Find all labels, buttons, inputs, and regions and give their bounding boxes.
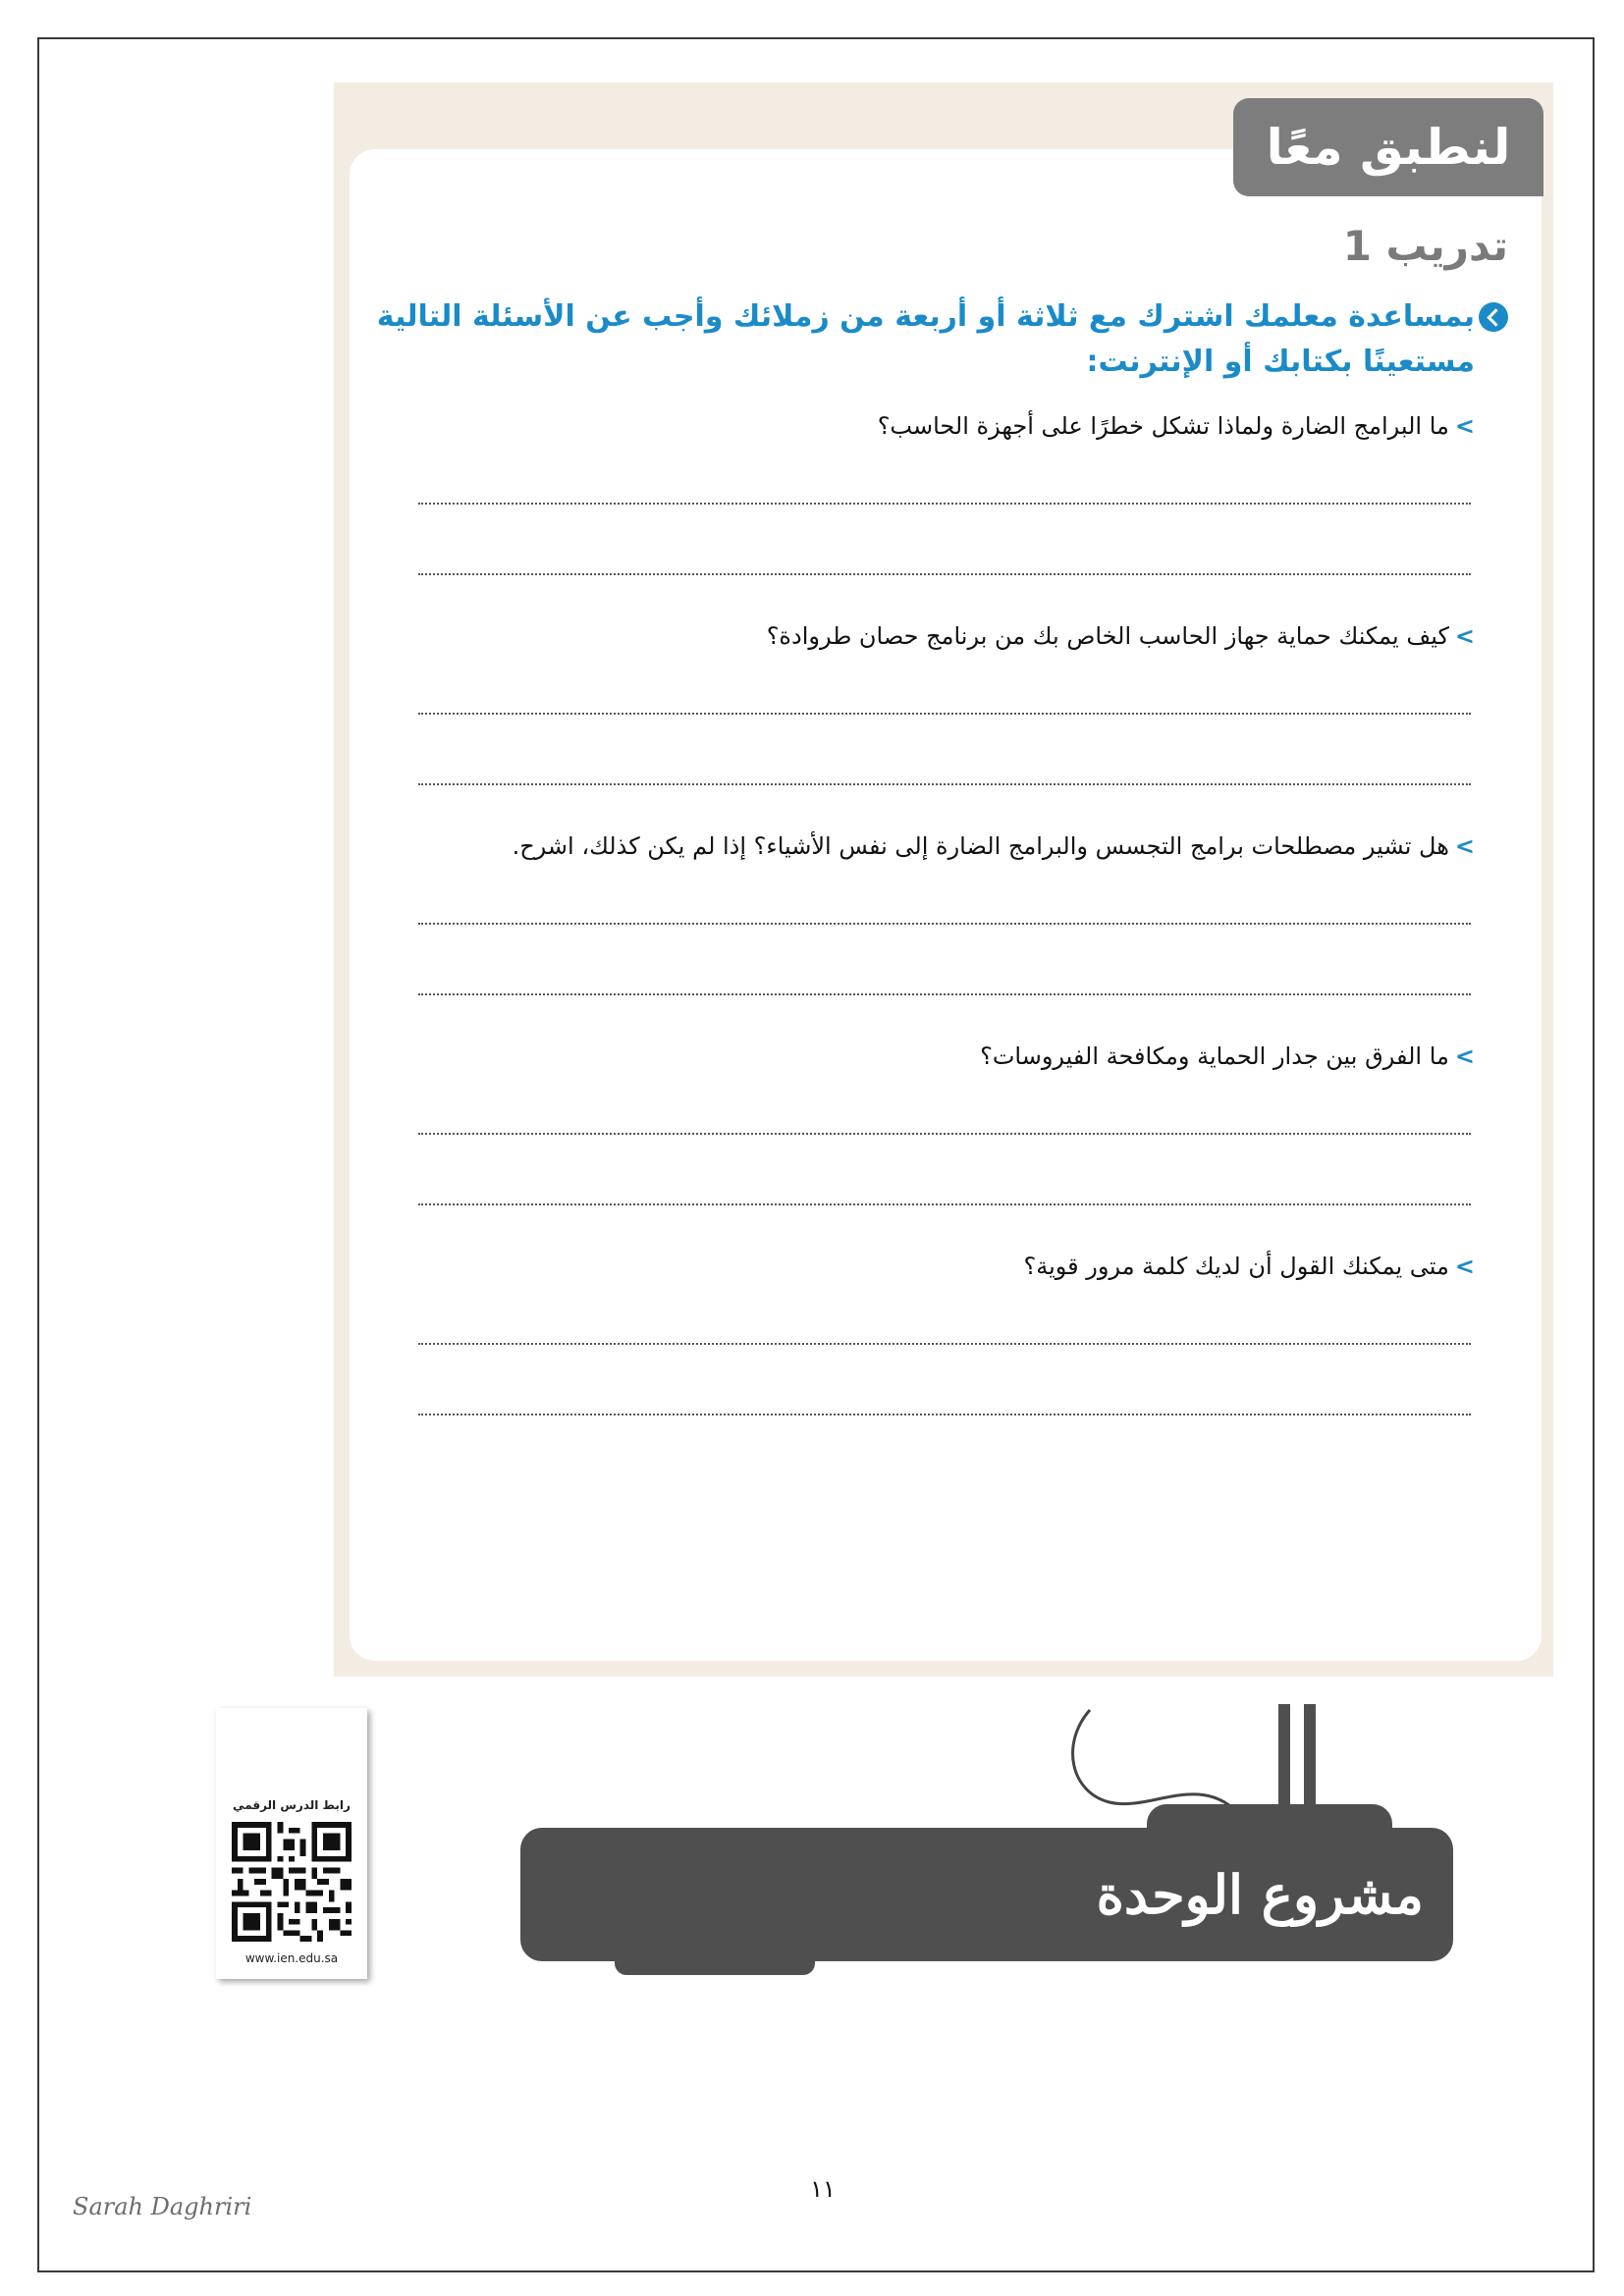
qr-label: رابط الدرس الرقمي	[233, 1798, 351, 1812]
question-marker-icon: >	[1454, 1253, 1475, 1280]
answer-line[interactable]	[418, 1203, 1471, 1205]
section-tab	[1233, 98, 1543, 196]
question-marker-icon: >	[1454, 1042, 1475, 1070]
question-marker-icon: >	[1454, 622, 1475, 650]
exercise-instruction: بمساعدة معلمك اشترك مع ثلاثة أو أربعة من زملائك وأجب عن الأسئلة التالية مستعينًا بكتابك أو الإنترنت:	[376, 299, 1475, 379]
banner-tab-bottom	[615, 1953, 815, 1975]
question-1	[395, 412, 1475, 440]
answer-line[interactable]	[418, 783, 1471, 785]
question-2	[395, 622, 1475, 650]
answer-line[interactable]	[418, 1414, 1471, 1415]
question-5	[395, 1253, 1475, 1280]
question-text: كيف يمكنك حماية جهاز الحاسب الخاص بك من برنامج حصان طروادة؟	[766, 622, 1449, 650]
chevron-circle-icon	[1479, 302, 1508, 332]
author-signature: Sarah Daghriri	[73, 2193, 252, 2220]
qr-url[interactable]: www.ien.edu.sa	[244, 1951, 339, 1965]
page-number: ١١	[810, 2175, 836, 2203]
question-text: هل تشير مصطلحات برامج التجسس والبرامج الضارة إلى نفس الأشياء؟ إذا لم يكن كذلك، اشرح.	[512, 832, 1449, 860]
answer-line[interactable]	[418, 503, 1471, 505]
answer-line[interactable]	[418, 993, 1471, 995]
qr-code-icon[interactable]	[232, 1822, 352, 1942]
question-marker-icon: >	[1454, 832, 1475, 860]
answer-line[interactable]	[418, 713, 1471, 715]
section-tab-label: لنطبق معًا	[1266, 119, 1511, 176]
question-text: ما الفرق بين جدار الحماية ومكافحة الفيروسات؟	[980, 1042, 1449, 1070]
question-text: ما البرامج الضارة ولماذا تشكل خطرًا على أجهزة الحاسب؟	[877, 412, 1449, 440]
answer-line[interactable]	[418, 1133, 1471, 1135]
answer-line[interactable]	[418, 923, 1471, 925]
banner-title: مشروع الوحدة	[1096, 1863, 1424, 1926]
answer-line[interactable]	[418, 573, 1471, 575]
unit-project-banner	[520, 1828, 1453, 1961]
qr-card[interactable]	[216, 1708, 367, 1979]
question-marker-icon: >	[1454, 412, 1475, 440]
question-4	[395, 1042, 1475, 1070]
answer-line[interactable]	[418, 1343, 1471, 1345]
question-text: متى يمكنك القول أن لديك كلمة مرور قوية؟	[1023, 1253, 1449, 1280]
exercise-title: تدريب 1	[1342, 222, 1508, 270]
question-3	[395, 832, 1475, 860]
